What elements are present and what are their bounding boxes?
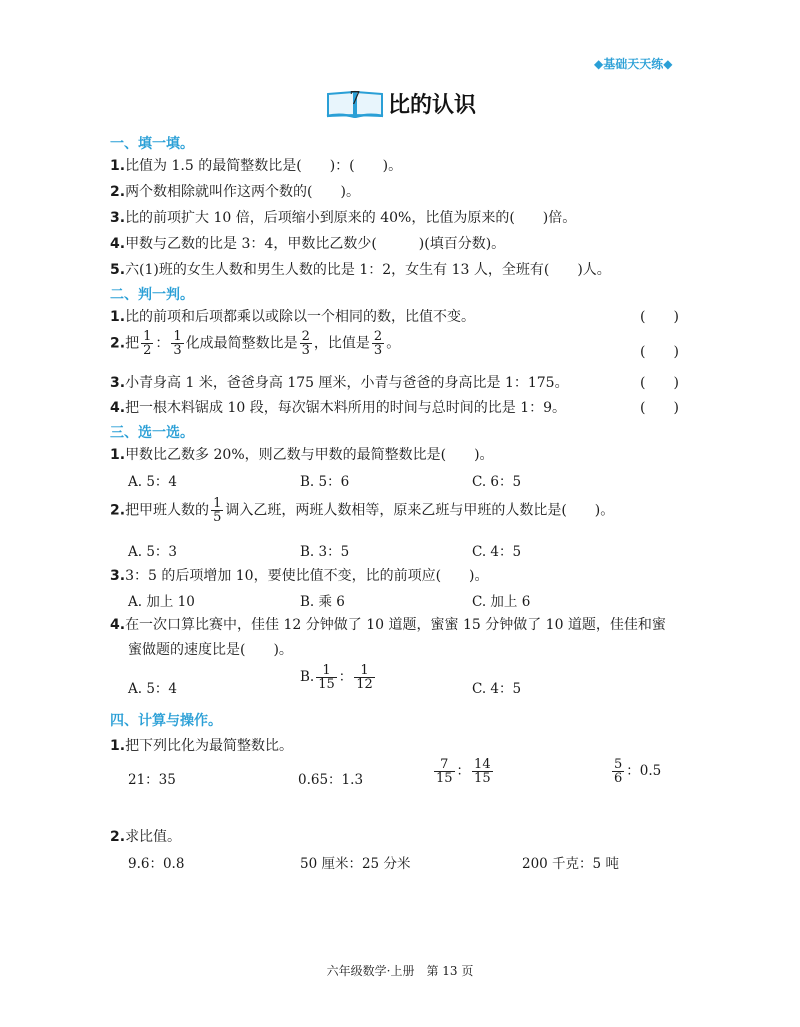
- denominator: 12: [356, 677, 373, 692]
- question-number: 1.: [110, 447, 126, 463]
- page-title: 比的认识: [388, 93, 477, 118]
- answer-paren[interactable]: ( ): [640, 400, 679, 416]
- expression: 0.65：1.3: [298, 772, 364, 788]
- fraction: [354, 664, 375, 691]
- numerator: 1: [173, 329, 182, 344]
- ratio-colon: ：: [155, 335, 170, 352]
- numerator: 2: [373, 329, 383, 344]
- question-3-3: [110, 565, 489, 585]
- option-c[interactable]: C. 4：5: [472, 681, 522, 697]
- option-b[interactable]: B. 乘 6: [300, 594, 345, 610]
- ratio-colon: ：: [338, 669, 353, 685]
- question-text: 求比值。: [125, 829, 182, 845]
- question-number: 4.: [110, 400, 126, 416]
- option-c[interactable]: C. 加上 6: [472, 594, 531, 610]
- option-b[interactable]: B. 5：6: [300, 474, 350, 490]
- answer-paren[interactable]: ( ): [640, 344, 679, 360]
- question-text: 化成最简整数比是: [185, 335, 298, 352]
- answer-paren[interactable]: ( ): [640, 375, 679, 391]
- fraction: [300, 330, 312, 357]
- question-3-4: [110, 614, 666, 634]
- question-1-2: [110, 181, 360, 201]
- denominator: 6: [614, 771, 623, 786]
- section-title-choose: 三、选一选。: [110, 425, 194, 441]
- question-number: 1.: [110, 309, 126, 325]
- question-1-3: [110, 207, 576, 227]
- numerator: 5: [614, 757, 623, 772]
- numerator: 1: [316, 664, 337, 678]
- question-number: 4.: [110, 236, 126, 252]
- fraction: [472, 758, 493, 785]
- expression-rest: ：0.5: [626, 763, 662, 779]
- expression: [610, 758, 661, 785]
- question-text: 六(1)班的女生人数和男生人数的比是 1：2，女生有 13 人，全班有( )人。: [125, 262, 611, 278]
- question-text: 把下列比化为最简整数比。: [125, 738, 294, 754]
- question-text: ，比值是: [313, 335, 370, 352]
- numerator: 1: [354, 664, 375, 678]
- option-b[interactable]: [300, 664, 377, 691]
- question-number: 1.: [110, 158, 126, 174]
- question-text: 比值为 1.5 的最简整数比是( )：( )。: [125, 158, 403, 174]
- question-3-4-line2: 蜜做题的速度比是( )。: [128, 642, 293, 658]
- question-number: 2.: [110, 184, 126, 200]
- expression: 200 千克：5 吨: [522, 856, 619, 872]
- question-number: 2.: [110, 829, 126, 845]
- lesson-number: 7: [349, 88, 361, 109]
- question-text: 把甲班人数的: [125, 502, 210, 519]
- expression: 9.6：0.8: [128, 856, 185, 872]
- option-label: B.: [300, 669, 315, 685]
- question-text: 小青身高 1 米，爸爸身高 175 厘米，小青与爸爸的身高比是 1：175。: [125, 375, 569, 391]
- denominator: 5: [213, 510, 222, 525]
- section-title-fill: 一、填一填。: [110, 136, 194, 152]
- fraction: [171, 330, 183, 357]
- question-1-4: [110, 233, 505, 253]
- expression: [432, 758, 495, 785]
- question-3-2: [110, 497, 614, 524]
- question-number: 4.: [110, 617, 126, 633]
- numerator: 1: [143, 329, 152, 344]
- denominator: 2: [143, 343, 152, 358]
- question-text: 把一根木料锯成 10 段，每次锯木料所用的时间与总时间的比是 1：9。: [125, 400, 567, 416]
- question-text: 3：5 的后项增加 10，要使比值不变，比的前项应( )。: [125, 568, 489, 584]
- question-2-1: [110, 306, 475, 326]
- question-2-4: [110, 397, 566, 417]
- answer-paren[interactable]: ( ): [640, 309, 679, 325]
- denominator: 15: [474, 771, 491, 786]
- question-4-1: [110, 735, 293, 755]
- option-b[interactable]: B. 3：5: [300, 544, 350, 560]
- question-number: 3.: [110, 210, 126, 226]
- section-title-calc: 四、计算与操作。: [110, 713, 222, 729]
- denominator: 3: [173, 343, 182, 358]
- question-4-2: [110, 826, 181, 846]
- question-3-1: [110, 444, 494, 464]
- fraction: [372, 330, 384, 357]
- section-title-judge: 二、判一判。: [110, 287, 194, 303]
- question-text: 比的前项和后项都乘以或除以一个相同的数，比值不变。: [125, 309, 476, 325]
- denominator: 3: [301, 343, 310, 358]
- denominator: 15: [436, 771, 453, 786]
- question-text: 两个数相除就叫作这两个数的( )。: [125, 184, 360, 200]
- fraction: [211, 497, 223, 524]
- question-number: 1.: [110, 738, 126, 754]
- option-a[interactable]: A. 加上 10: [128, 594, 195, 610]
- fraction: [434, 758, 455, 785]
- question-text: 调入乙班，两班人数相等，原来乙班与甲班的人数比是( )。: [225, 502, 615, 519]
- expression: 21：35: [128, 772, 176, 788]
- question-1-1: [110, 155, 402, 175]
- fraction: [141, 330, 153, 357]
- question-2-2: [110, 330, 400, 357]
- question-number: 3.: [110, 375, 126, 391]
- option-c[interactable]: C. 6：5: [472, 474, 522, 490]
- option-a[interactable]: A. 5：4: [128, 681, 178, 697]
- question-text: 在一次口算比赛中，佳佳 12 分钟做了 10 道题，蜜蜜 15 分钟做了 10 道题，佳佳和蜜: [125, 617, 666, 633]
- option-a[interactable]: A. 5：3: [128, 544, 178, 560]
- denominator: 15: [318, 677, 335, 692]
- numerator: 2: [301, 329, 310, 344]
- question-2-3: [110, 372, 569, 392]
- question-number: 2.: [110, 502, 126, 519]
- denominator: 3: [373, 343, 383, 358]
- question-1-5: [110, 259, 611, 279]
- numerator: 14: [474, 757, 491, 772]
- option-c[interactable]: C. 4：5: [472, 544, 522, 560]
- question-text: 。: [386, 335, 401, 352]
- question-text: 比的前项扩大 10 倍，后项缩小到原来的 40%，比值为原来的( )倍。: [125, 210, 577, 226]
- numerator: 7: [434, 758, 455, 772]
- question-text: 把: [125, 335, 140, 352]
- fraction: [612, 758, 624, 785]
- question-text: 甲数比乙数多 20%，则乙数与甲数的最简整数比是( )。: [125, 447, 494, 463]
- page-footer: 六年级数学·上册 第 13 页: [326, 964, 474, 978]
- question-number: 5.: [110, 262, 126, 278]
- expression: 50 厘米：25 分米: [300, 856, 411, 872]
- question-number: 3.: [110, 568, 126, 584]
- option-a[interactable]: A. 5：4: [128, 474, 178, 490]
- ratio-colon: ：: [456, 763, 471, 779]
- question-number: 2.: [110, 335, 126, 352]
- numerator: 1: [213, 496, 222, 511]
- fraction: [316, 664, 337, 691]
- question-text: 甲数与乙数的比是 3：4，甲数比乙数少( )(填百分数)。: [125, 236, 506, 252]
- corner-badge: ◆基础天天练◆: [594, 57, 673, 71]
